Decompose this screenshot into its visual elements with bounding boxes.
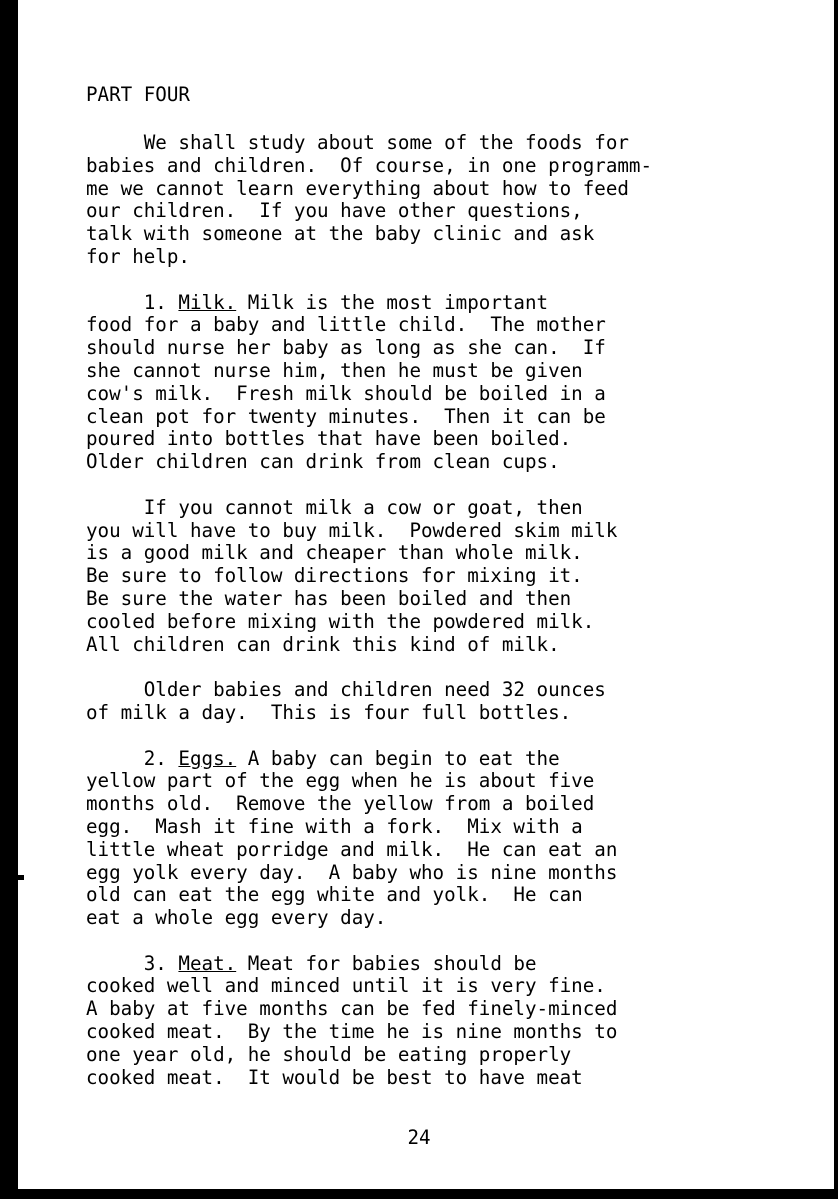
page-heading: PART FOUR bbox=[86, 83, 190, 106]
text-line: talk with someone at the baby clinic and ask bbox=[86, 222, 595, 246]
text-line: Older babies and children need 32 ounces bbox=[86, 678, 606, 702]
milk-paragraph bbox=[86, 292, 786, 474]
text-line: egg yolk every day. A baby who is nine months bbox=[86, 860, 618, 884]
text-run: Milk is the most important bbox=[236, 290, 549, 314]
text-line: months old. Remove the yellow from a boiled bbox=[86, 792, 595, 816]
text-line: one year old, he should be eating properly bbox=[86, 1042, 572, 1066]
text-line: old can eat the egg white and yolk. He can bbox=[86, 883, 583, 907]
text-line: cooked well and minced until it is very fine. bbox=[86, 974, 606, 998]
text-line: babies and children. Of course, in one programm- bbox=[86, 153, 653, 177]
text-line: is a good milk and cheaper than whole milk. bbox=[86, 541, 583, 565]
meat-paragraph bbox=[86, 953, 786, 1090]
text-line: If you cannot milk a cow or goat, then bbox=[86, 495, 583, 519]
topic-milk: Milk. bbox=[178, 290, 237, 314]
text-line: cooked meat. It would be best to have meat bbox=[86, 1065, 583, 1089]
text-line: cow's milk. Fresh milk should be boiled in a bbox=[86, 381, 606, 405]
text-line: poured into bottles that have been boiled. bbox=[86, 427, 572, 451]
text-line: of milk a day. This is four full bottles. bbox=[86, 700, 572, 724]
item-number: 3. bbox=[86, 951, 179, 975]
powdered-milk-paragraph bbox=[86, 497, 786, 657]
ounces-paragraph bbox=[86, 679, 786, 725]
item-number: 1. bbox=[86, 290, 179, 314]
text-line: she cannot nurse him, then he must be given bbox=[86, 358, 583, 382]
text-run: Meat for babies should be bbox=[236, 951, 537, 975]
text-line: Older children can drink from clean cups. bbox=[86, 450, 560, 474]
text-line: yellow part of the egg when he is about five bbox=[86, 769, 595, 793]
document-page bbox=[86, 82, 786, 1112]
page-number: 24 bbox=[407, 1126, 431, 1149]
text-line: We shall study about some of the foods for bbox=[86, 131, 629, 154]
text-line: clean pot for twenty minutes. Then it can be bbox=[86, 404, 606, 428]
text-line bbox=[86, 953, 786, 976]
text-line: little wheat porridge and milk. He can eat an bbox=[86, 837, 618, 861]
eggs-paragraph bbox=[86, 748, 786, 930]
topic-meat: Meat. bbox=[178, 951, 237, 975]
text-line: should nurse her baby as long as she can. If bbox=[86, 336, 606, 360]
topic-eggs: Eggs. bbox=[178, 746, 237, 770]
text-line: Be sure the water has been boiled and then bbox=[86, 586, 572, 610]
scan-border-right bbox=[834, 0, 838, 1199]
text-line: egg. Mash it fine with a fork. Mix with a bbox=[86, 814, 583, 838]
text-line: A baby at five months can be fed finely-minced bbox=[86, 997, 618, 1021]
text-line bbox=[86, 292, 786, 315]
scan-border-bottom bbox=[0, 1189, 838, 1199]
text-line: our children. If you have other questions, bbox=[86, 199, 583, 223]
text-line bbox=[86, 748, 786, 771]
text-line: you will have to buy milk. Powdered skim milk bbox=[86, 518, 618, 542]
text-line: for help. bbox=[86, 244, 190, 268]
text-line: cooled before mixing with the powdered milk. bbox=[86, 609, 595, 633]
text-line: Be sure to follow directions for mixing it. bbox=[86, 564, 583, 588]
text-run: A baby can begin to eat the bbox=[236, 746, 560, 770]
text-line: food for a baby and little child. The mother bbox=[86, 313, 606, 337]
text-line: cooked meat. By the time he is nine months to bbox=[86, 1020, 618, 1044]
intro-paragraph bbox=[86, 132, 786, 269]
margin-mark bbox=[18, 875, 24, 880]
item-number: 2. bbox=[86, 746, 179, 770]
text-line: me we cannot learn everything about how to feed bbox=[86, 176, 629, 200]
scan-border-left bbox=[0, 0, 18, 1199]
text-line: All children can drink this kind of milk. bbox=[86, 632, 560, 656]
text-line: eat a whole egg every day. bbox=[86, 906, 387, 930]
